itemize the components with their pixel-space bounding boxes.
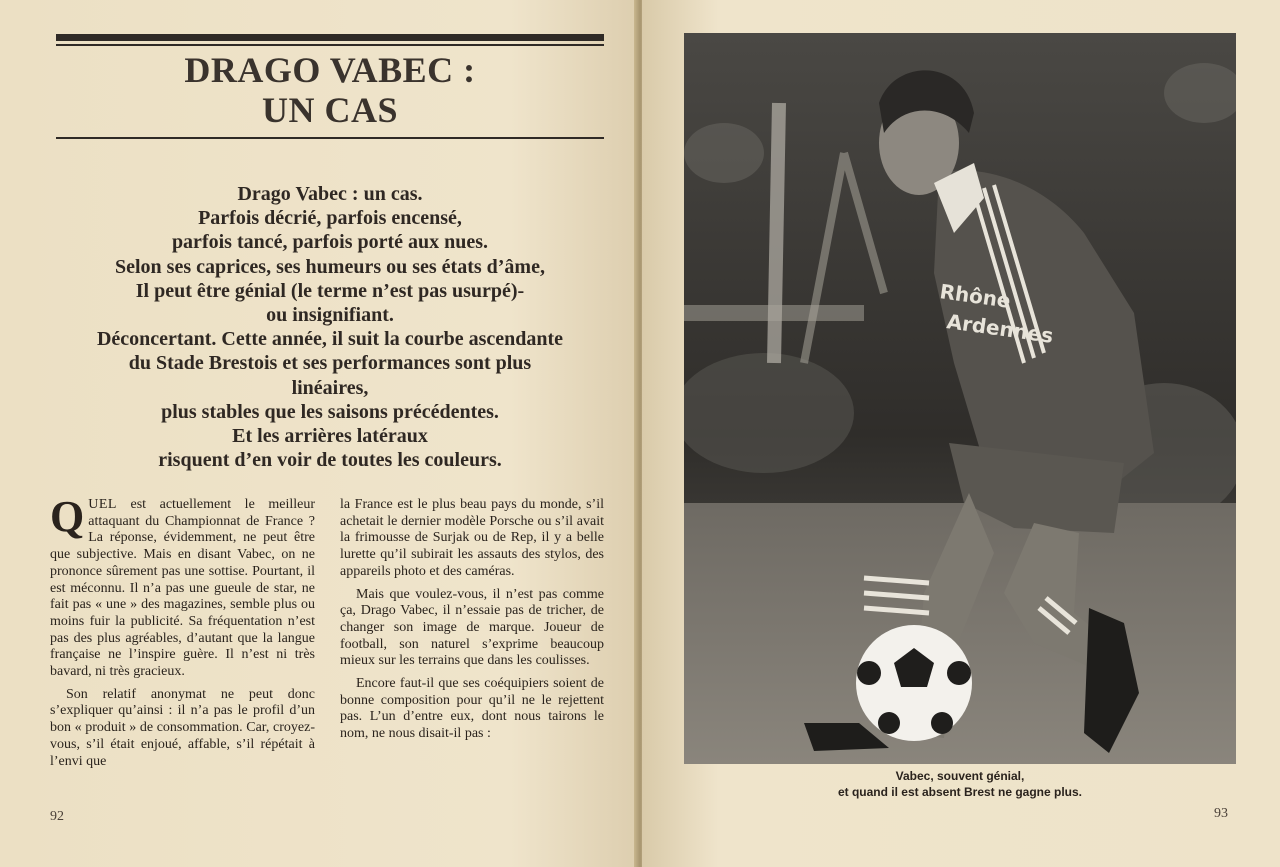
title-rule-thick [56,34,604,41]
page-number-right: 93 [1214,806,1228,821]
intro-paragraph [56,182,604,472]
body-paragraph: Encore faut-il que ses coéquipiers soient de bonne composition pour qu’il ne le rejettent pas. L’un d’entre eux, dont nous tairons le nom, ne nous disait-il pas : [340,676,604,742]
title-line-2: UN CAS [261,90,398,130]
intro-line: plus stables que les saisons précédentes. [161,400,499,423]
intro-line: parfois tancé, parfois porté aux nues. [171,231,489,254]
paragraph-text: est actuellement le meilleur attaquant du Championnat de France ? La réponse, évidemment, ne peut être que subjective. Mais en disant Vabec, on ne prononce sûrement pas une sottise. Pourtant, il est méconnu. Il n’a pas une gueule de star, ne fait pas « une » des magazines, semble plus ou moins fuir la publicité. Sa fréquentation n’est pas des plus agréables, d’autant que la langue française ne l’inspire guère. Il n’est ni très bavard, ni très gracieux. [50,497,315,680]
intro-line: Selon ses caprices, ses humeurs ou ses états d’âme, [115,255,545,278]
body-column-1 [50,492,315,776]
caption-line-2: et quand il est absent Brest ne gagne plus. [837,785,1083,799]
body-paragraph [50,492,315,681]
page-number-left: 92 [50,809,64,824]
jersey-text-line-2: Ardennes [945,309,1055,348]
body-paragraph: Mais que voulez-vous, il n’est pas comme ça, Drago Vabec, il n’essaie pas de tricher, de changer son image de marque. Joueur de football, son naturel s’exprime beaucoup mieux sur les terrains que dans les coulisses. [340,586,604,669]
intro-line: du Stade Brestois et ses performances sont plus [128,352,532,375]
body-column-2 [340,497,604,749]
title-rule-bottom [56,137,604,139]
intro-line: Parfois décrié, parfois encensé, [198,207,462,230]
intro-line: Drago Vabec : un cas. [237,183,423,205]
title-rule-top [56,44,604,46]
jersey-text-line-1: Rhône [938,279,1013,313]
article-title [56,50,604,130]
intro-line: Déconcertant. Cette année, il suit la courbe ascendante [96,328,564,351]
lead-word: UEL [88,497,117,512]
title-line-1: DRAGO VABEC : [184,50,476,90]
intro-line: risquent d’en voir de toutes les couleurs. [158,449,502,472]
body-paragraph: Son relatif anonymat ne peut donc s’expliquer qu’ainsi : il n’a pas le profil d’un bon « produit » de consommation. Car, croyez-vous, s’il était enjoué, affable, s’il répétait à l’envi que [50,686,315,769]
photo-illustration [684,33,1236,764]
caption-line-1: Vabec, souvent génial, [895,769,1025,783]
player-photo [684,33,1236,764]
intro-line: Et les arrières latéraux [232,425,428,448]
intro-line: Il peut être génial (le terme n’est pas usurpé)- [135,279,525,302]
body-paragraph: la France est le plus beau pays du monde, s’il achetait le dernier modèle Porsche ou s’il avait la frimousse de Surjak ou de Rep, il y a belle lurette qu’il subirait les assauts des stylos, des appareils photo et des caméras. [340,497,604,579]
left-page [0,0,638,867]
photo-caption [684,768,1236,800]
intro-line: linéaires, [291,376,369,399]
drop-cap: Q [50,492,85,541]
intro-line: ou insignifiant. [266,304,394,327]
